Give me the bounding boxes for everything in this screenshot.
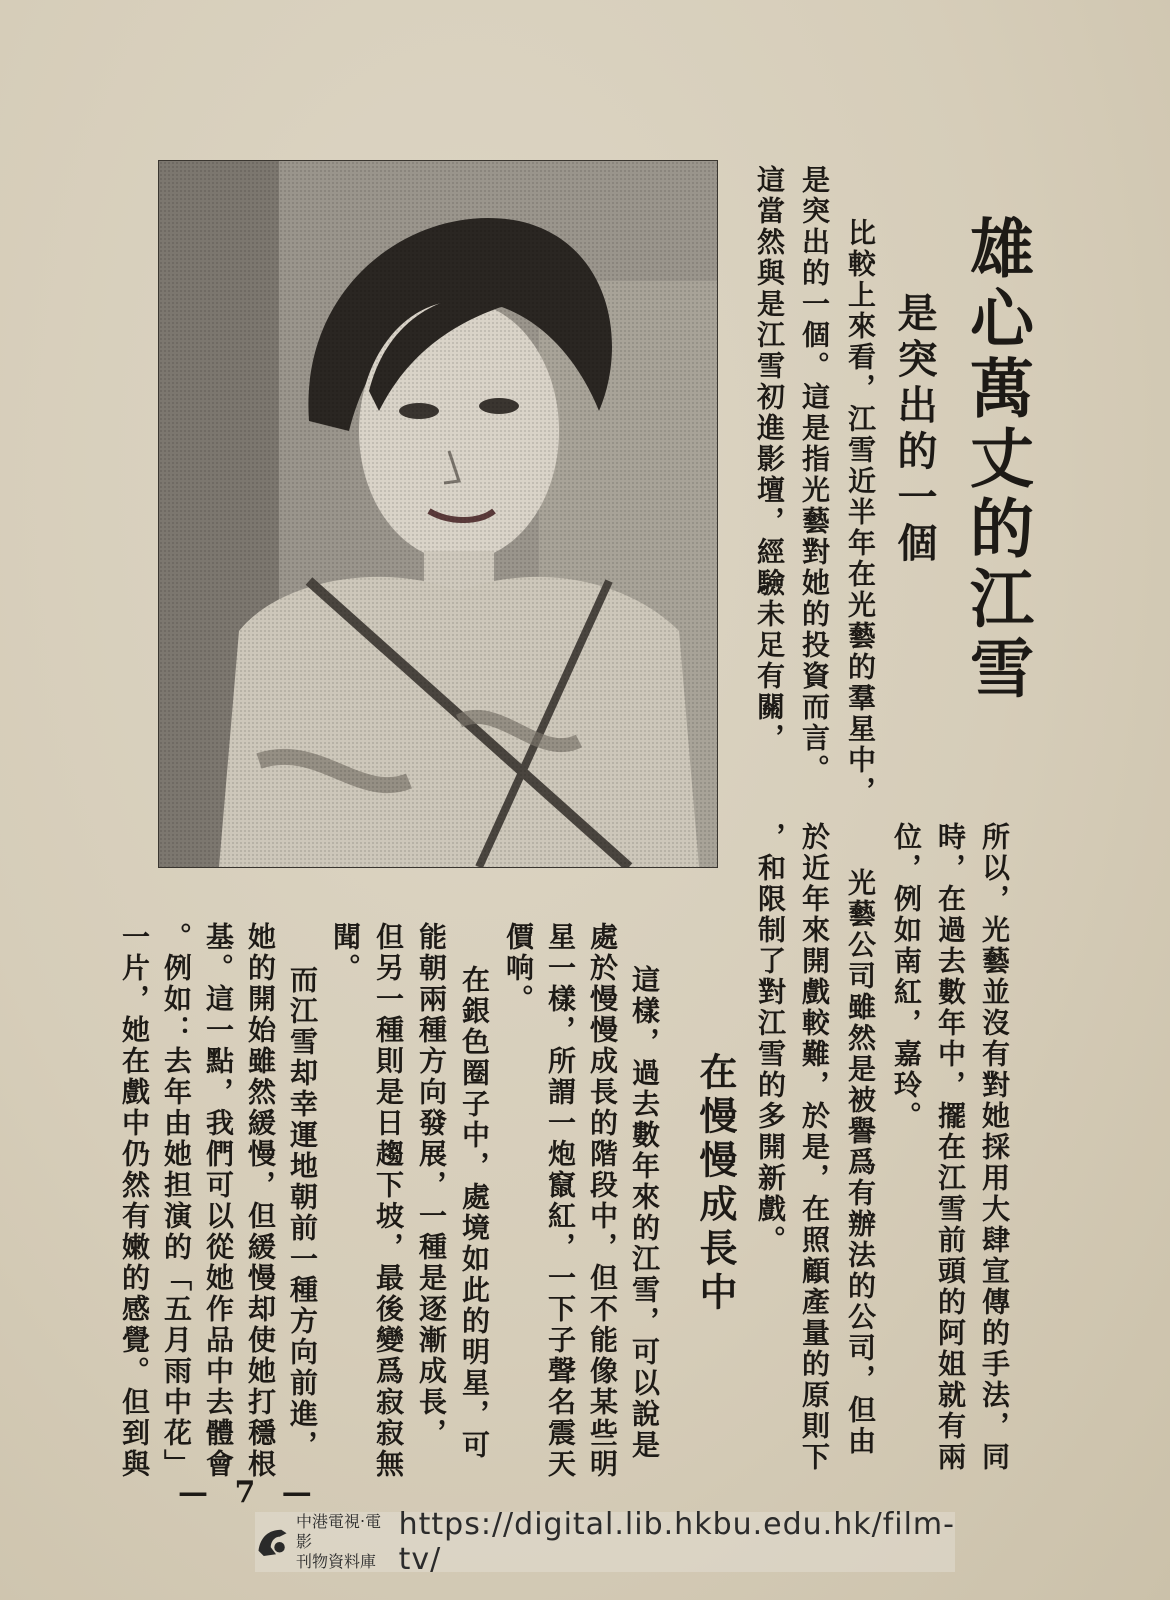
archive-url-link[interactable]: https://digital.lib.hkbu.edu.hk/film-tv/: [398, 1507, 955, 1577]
article-subtitle: 是突出的一個: [891, 292, 938, 568]
body-column: 於近年來開戲較難，於是，在照顧產量的原則下: [798, 822, 831, 1473]
body-column: 她的開始雖然緩慢，但緩慢却使她打穩根: [244, 922, 277, 1480]
logo-line-1: 中港電視‧電影: [296, 1512, 382, 1551]
body-column: 聞。: [329, 922, 362, 984]
body-column: 但另一種則是日趨下坡，最後變爲寂寂無: [372, 922, 405, 1480]
body-column: 時，在過去數年中，擺在江雪前頭的阿姐就有兩: [934, 822, 967, 1473]
body-column: 。例如：去年由她担演的「五月雨中花」: [160, 922, 193, 1480]
body-column: 這樣，過去數年來的江雪，可以說是: [628, 965, 661, 1461]
body-column: 在銀色圈子中，處境如此的明星，可: [458, 965, 491, 1461]
intro-column: 比較上來看，江雪近半年在光藝的羣星中，: [844, 218, 877, 807]
body-column: ，和限制了對江雪的多開新戲。: [754, 822, 787, 1256]
logo-line-2: 刊物資料庫: [296, 1552, 377, 1571]
body-column: 位，例如南紅，嘉玲。: [890, 822, 923, 1132]
body-column: 價响。: [502, 922, 535, 1015]
body-column: 光藝公司雖然是被譽爲有辦法的公司，但由: [844, 868, 877, 1457]
article-title: 雄心萬丈的江雪: [959, 215, 1033, 705]
body-column: 而江雪却幸運地朝前一種方向前進，: [286, 965, 319, 1461]
intro-column: 這當然與是江雪初進影壇，經驗未足有關，: [753, 165, 786, 754]
body-column: 星一樣，所謂一炮竄紅，一下子聲名震天: [544, 922, 577, 1480]
actress-photo: [158, 160, 718, 868]
page-number: — 7 —: [178, 1475, 320, 1510]
body-column: 所以，光藝並沒有對她採用大肆宣傳的手法，同: [978, 822, 1011, 1473]
section-heading: 在慢慢成長中: [693, 1052, 738, 1316]
body-column: 處於慢慢成長的階段中，但不能像某些明: [586, 922, 619, 1480]
body-column: 基。這一點，我們可以從她作品中去體會: [202, 922, 235, 1480]
body-column: 一片，她在戲中仍然有嫩的感覺。但到與: [118, 922, 151, 1480]
body-column: 能朝兩種方向發展，一種是逐漸成長，: [415, 922, 448, 1449]
film-reel-icon: [255, 1522, 290, 1562]
archive-logo: [255, 1512, 385, 1572]
intro-column: 是突出的一個。這是指光藝對她的投資而言。: [798, 165, 831, 785]
archive-footer: [255, 1507, 955, 1577]
